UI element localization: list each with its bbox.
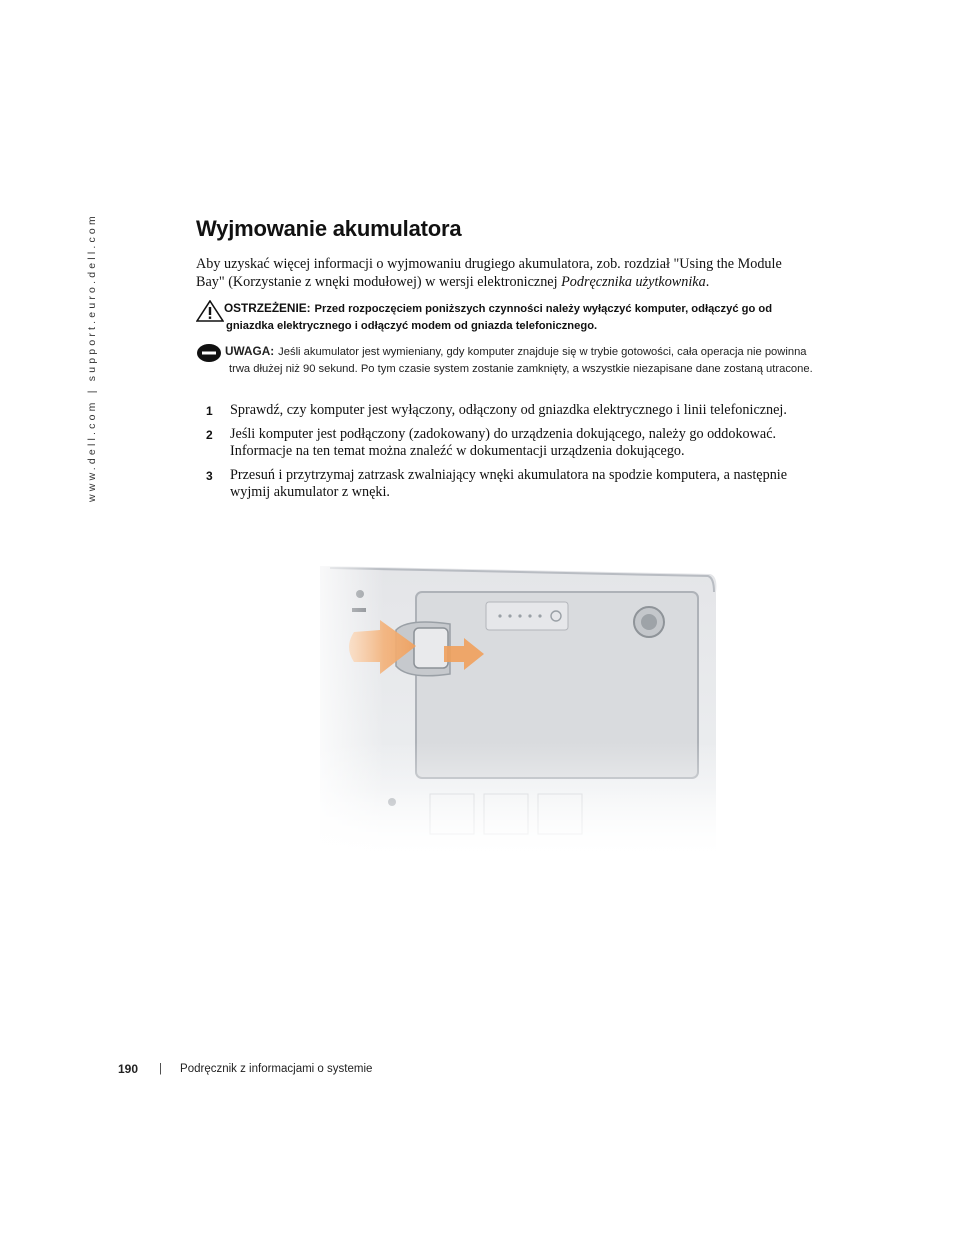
footer-separator: | [159,1063,163,1075]
step-item [196,402,816,420]
step-number: 1 [206,404,213,418]
page-title: Wyjmowanie akumulatora [196,216,462,241]
step-text: Sprawdź, czy komputer jest wyłączony, odłączony od gniazdka elektrycznego i linii telefonicznej. [230,402,787,418]
warning-label: OSTRZEŻENIE: [224,301,311,315]
step-item [196,426,816,461]
intro-end: . [705,273,710,290]
steps-list [196,402,816,508]
warning-note [196,300,816,335]
step-text: Przesuń i przytrzymaj zatrzask zwalniający wnęki akumulatora na spodzie komputera, a następnie wyjmij akumulator z wnęki. [230,466,788,500]
intro-text: Aby uzyskać więcej informacji o wyjmowaniu drugiego akumulatora, zob. rozdział "Using the Module Bay" (Korzystanie z wnęki modułowej) w wersji elektronicznej [196,256,782,290]
page-number: 190 [118,1062,139,1076]
battery-removal-illustration [300,562,720,862]
warning-text-block [226,300,816,335]
step-number: 3 [206,468,213,483]
intro-italic-reference: Podręcznika użytkownika [561,273,706,290]
warning-triangle-icon [196,300,224,322]
intro-paragraph [196,256,796,291]
side-url: www.dell.com | support.euro.dell.com [86,213,98,503]
footer-doc-title: Podręcznik z informacjami o systemie [180,1063,373,1075]
notice-text-block [225,343,816,378]
step-item [196,467,816,502]
page-footer [118,1062,372,1076]
step-number: 2 [206,427,213,442]
notice-circle-icon [196,343,222,363]
notice-note [196,343,816,378]
warning-text: Przed rozpoczęciem poniższych czynności należy wyłączyć komputer, odłączyć go od gniazdka elektrycznego i odłączyć modem od gniazda telefonicznego. [226,303,773,332]
notice-label: UWAGA: [225,344,275,358]
notice-text: Jeśli akumulator jest wymieniany, gdy komputer znajduje się w trybie gotowości, cała operacja nie powinna trwa dłużej niż 90 sekund. Po tym czasie system zostanie zamknięty, a wszystkie niezapisane dane zostaną utracone. [229,346,813,375]
step-text: Jeśli komputer jest podłączony (zadokowany) do urządzenia dokującego, należy go oddokować. Informacje na ten temat można znaleźć w dokumentacji urządzenia dokującego. [230,425,777,459]
